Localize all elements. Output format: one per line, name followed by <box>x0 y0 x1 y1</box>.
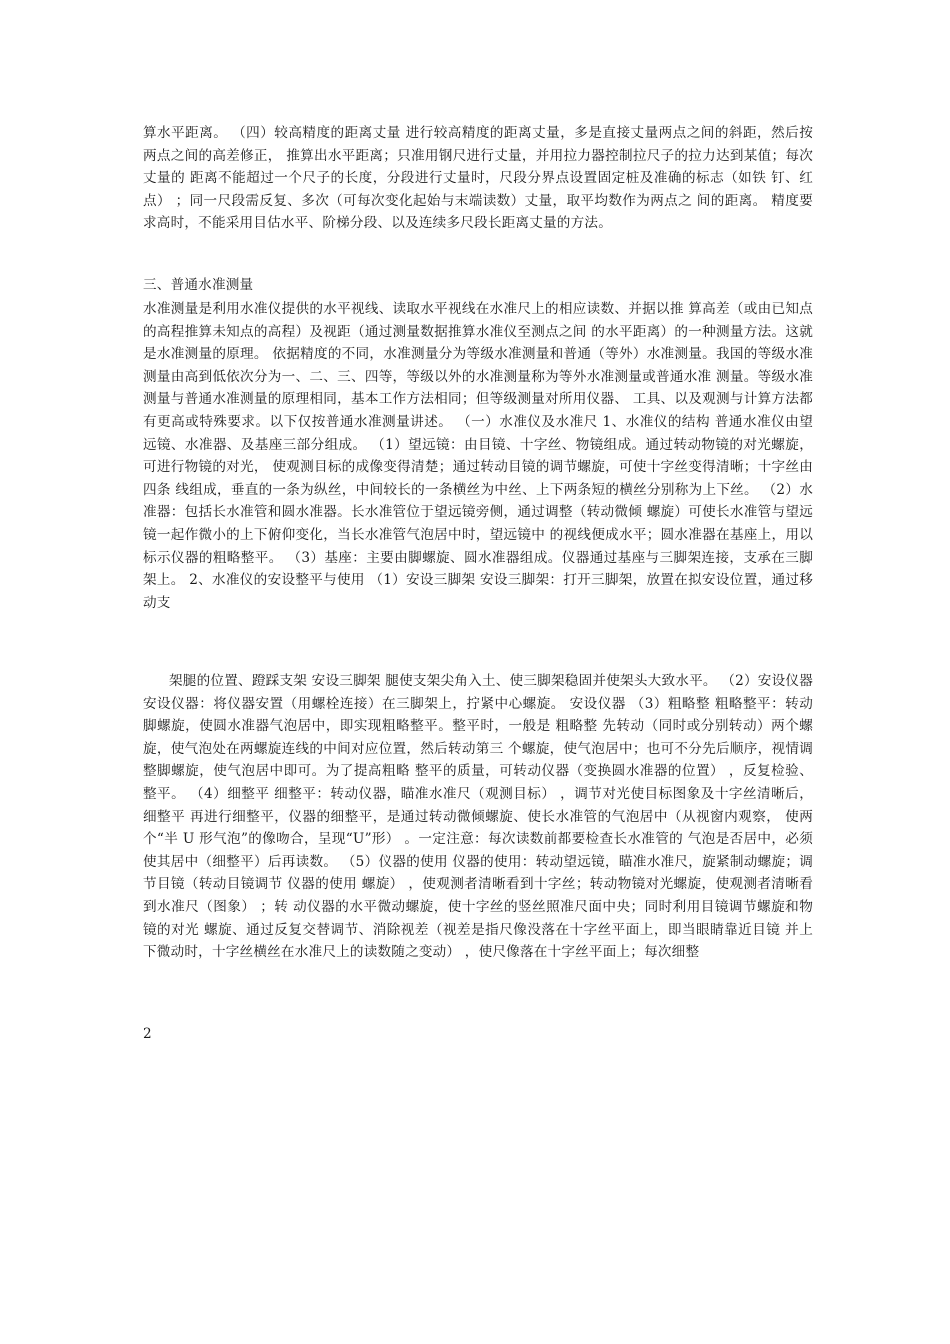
section-heading-leveling: 三、普通水准测量 <box>143 277 254 293</box>
page-number: 2 <box>143 1026 152 1042</box>
paragraph-leveling-principle: 水准测量是利用水准仪提供的水平视线、读取水平视线在水准尺上的相应读数、并据以推 算高差（或由已知点的高程推算未知点的高程）及视距（通过测量数据推算水准仪至测点之间 的水平距离）的一种测量方法。这就是水准测量的原理。 依据精度的不同，水准测量分为等级水准测量和普通（等外）水准测量。我国的等级水准 测量由高到低依次分为一、二、三、四等，等级以外的水准测量称为等外水准测量或普通水准 测量。等级水准测量与普通水准测量的原理相同，基本工作方法相同；但等级测量对所用仪器、 工具、以及观测与计算方法都有更高或特殊要求。以下仅按普通水准测量讲述。 （一）水准仪及水准尺 1、水准仪的结构 普通水准仪由望远镜、水准器、及基座三部分组成。 （1）望远镜：由目镜、十字丝、物镜组成。通过转动物镜的对光螺旋，可进行物镜的对光， 使观测目标的成像变得清楚；通过转动目镜的调节螺旋，可使十字丝变得清晰；十字丝由四条 线组成，垂直的一条为纵丝，中间较长的一条横丝为中丝、上下两条短的横丝分别称为上下丝。 （2）水准器：包括长水准管和圆水准器。长水准管位于望远镜旁侧，通过调整（转动微倾 螺旋）可使长水准管与望远镜一起作微小的上下俯仰变化，当长水准管气泡居中时，望远镜中 的视线便成水平；圆水准器在基座上，用以标示仪器的粗略整平。 （3）基座：主要由脚螺旋、圆水准器组成。仪器通过基座与三脚架连接，支承在三脚架上。 2、水准仪的安设整平与使用 （1）安设三脚架 安设三脚架：打开三脚架，放置在拟安设位置，通过移动支 <box>143 301 813 611</box>
paragraph-distance-measurement: 算水平距离。 （四）较高精度的距离丈量 进行较高精度的距离丈量，多是直接丈量两点之间的斜距，然后按两点之间的高差修正， 推算出水平距离；只准用钢尺进行丈量，并用拉力器控制拉尺子的拉力达到某值；每次丈量的 距离不能超过一个尺子的长度，分段进行丈量时，尺段分界点设置固定桩及准确的标志（如铁 钉、红点） ；同一尺段需反复、多次（可每次变化起始与末端读数）丈量，取平均数作为两点之 间的距离。 精度要求高时，不能采用目估水平、阶梯分段、以及连续多尺段长距离丈量的方法。 <box>143 125 813 232</box>
paragraph-instrument-setup: 架腿的位置、蹬踩支架 安设三脚架 腿使支架尖角入土、使三脚架稳固并使架头大致水平。 （2）安设仪器 安设仪器：将仪器安置（用螺栓连接）在三脚架上，拧紧中心螺旋。 安设仪器 （3）粗略整 粗略整平：转动脚螺旋，使圆水准器气泡居中，即实现粗略整平。整平时，一般是 粗略整 先转动（同时或分别转动）两个螺旋，使气泡处在两螺旋连线的中间对应位置，然后转动第三 个螺旋，使气泡居中；也可不分先后顺序，视情调整脚螺旋，使气泡居中即可。为了提高粗略 整平的质量，可转动仪器（变换圆水准器的位置） ，反复检验、整平。 （4）细整平 细整平：转动仪器，瞄准水准尺（观测目标） ，调节对光使目标图象及十字丝清晰后， 细整平 再进行细整平，仪器的细整平，是通过转动微倾螺旋、使长水准管的气泡居中（从视窗内观察， 使两个“半 U 形气泡”的像吻合，呈现“U”形） 。一定注意：每次读数前都要检查长水准管的 气泡是否居中，必须使其居中（细整平）后再读数。 （5）仪器的使用 仪器的使用：转动望远镜，瞄准水准尺，旋紧制动螺旋；调节目镜（转动目镜调节 仪器的使用 螺旋） ，使观测者清晰看到十字丝；转动物镜对光螺旋，使观测者清晰看到水准尺（图象） ；转 动仪器的水平微动螺旋，使十字丝的竖丝照准尺面中央；同时利用目镜调节螺旋和物镜的对光 螺旋、通过反复交替调节、消除视差（视差是指尺像没落在十字丝平面上，即当眼睛靠近目镜 并上下微动时，十字丝横丝在水准尺上的读数随之变动） ，使尺像落在十字丝平面上；每次细整 <box>143 673 813 961</box>
